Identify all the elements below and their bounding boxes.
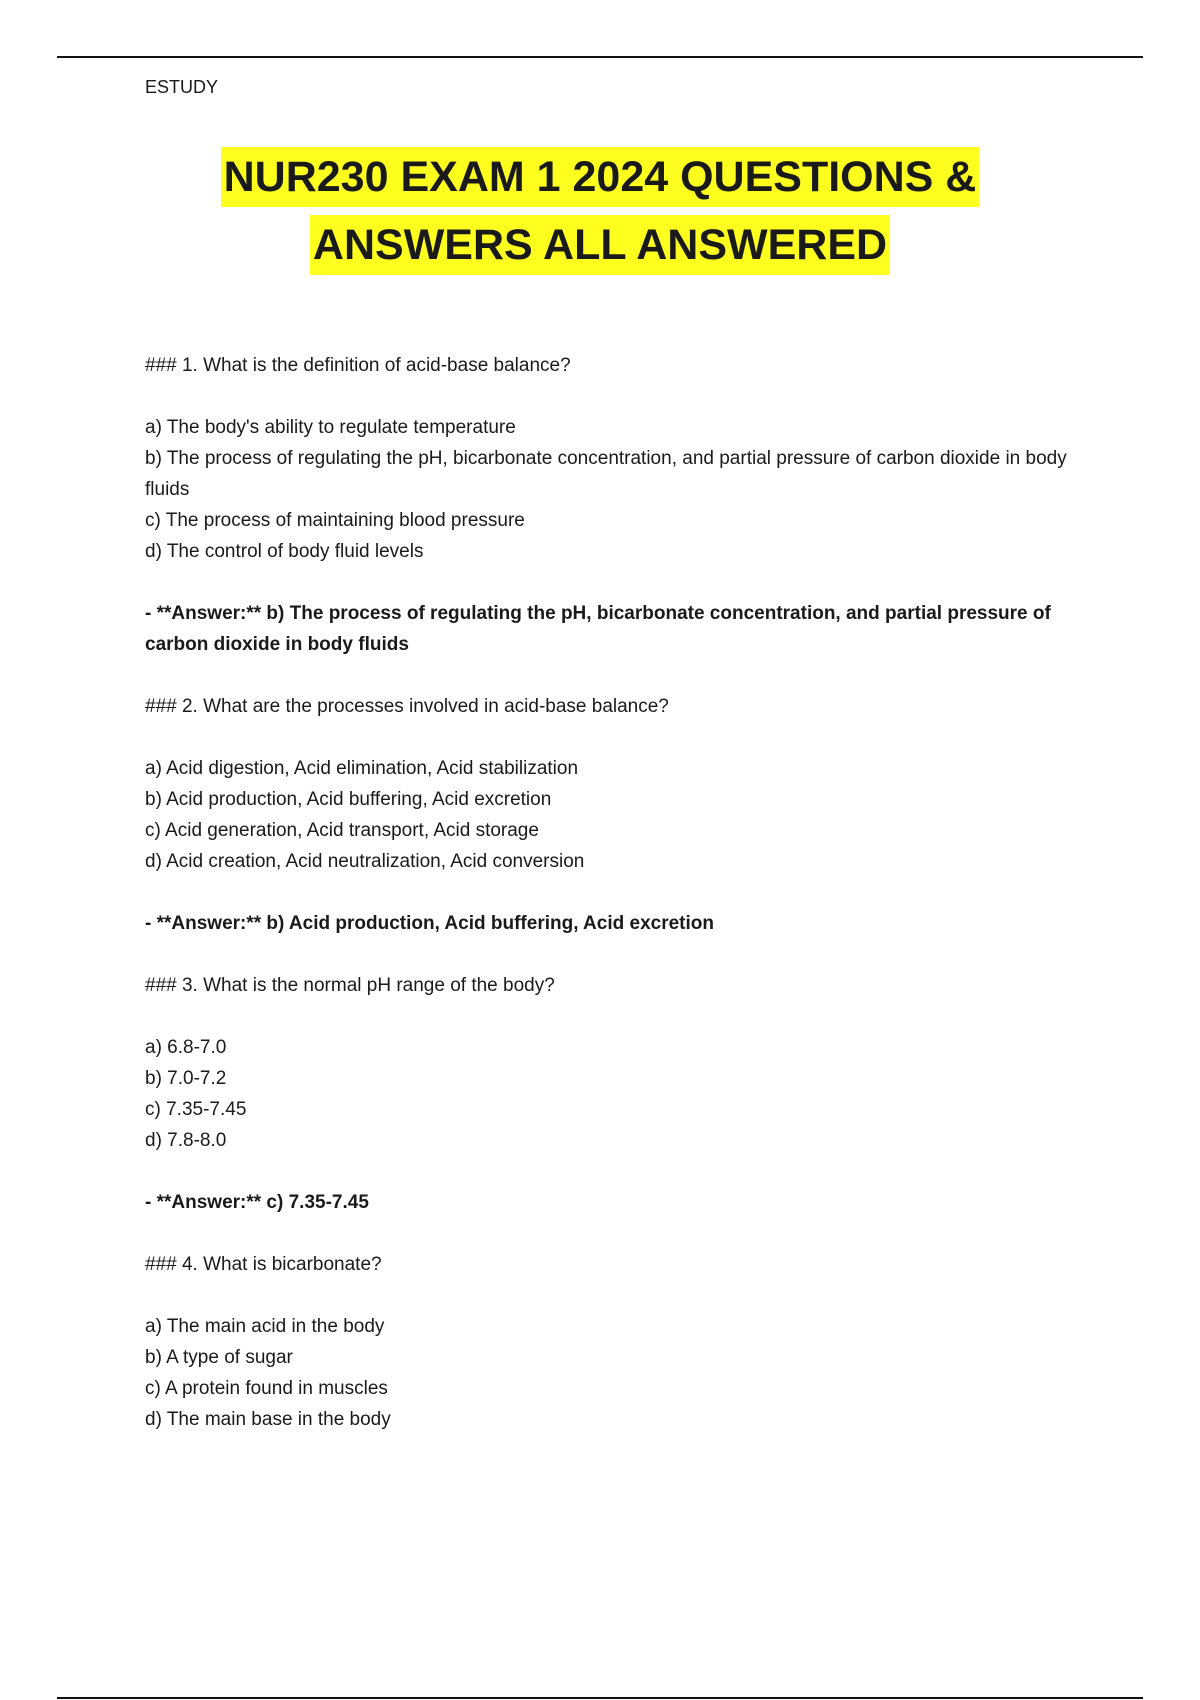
question-block bbox=[145, 350, 1095, 660]
bottom-rule bbox=[57, 1697, 1143, 1699]
questions-list bbox=[145, 350, 1095, 1466]
option-item: a) 6.8-7.0 bbox=[145, 1037, 227, 1058]
option-item: a) The main acid in the body bbox=[145, 1316, 385, 1337]
answer-text: - **Answer:** b) Acid production, Acid buffering, Acid excretion bbox=[145, 913, 714, 934]
question-block bbox=[145, 691, 1095, 939]
option-item: a) Acid digestion, Acid elimination, Acid stabilization bbox=[145, 758, 579, 779]
option-item: c) 7.35-7.45 bbox=[145, 1099, 247, 1120]
option-item: b) The process of regulating the pH, bicarbonate concentration, and partial pressure of carbon dioxide in body fluids bbox=[145, 448, 1067, 500]
option-item: b) Acid production, Acid buffering, Acid excretion bbox=[145, 789, 552, 810]
option-item: b) A type of sugar bbox=[145, 1347, 293, 1368]
option-list bbox=[145, 753, 1095, 877]
answer-text: - **Answer:** c) 7.35-7.45 bbox=[145, 1192, 369, 1213]
option-list bbox=[145, 412, 1095, 567]
question-text: ### 2. What are the processes involved in acid-base balance? bbox=[145, 696, 669, 717]
option-list bbox=[145, 1311, 1095, 1435]
question-text: ### 1. What is the definition of acid-base balance? bbox=[145, 355, 571, 376]
option-item: c) Acid generation, Acid transport, Acid storage bbox=[145, 820, 539, 841]
question-block bbox=[145, 970, 1095, 1218]
option-item: c) The process of maintaining blood pressure bbox=[145, 510, 525, 531]
question-block bbox=[145, 1249, 1095, 1435]
title-line-1: NUR230 EXAM 1 2024 QUESTIONS & bbox=[221, 147, 980, 207]
option-item: d) Acid creation, Acid neutralization, Acid conversion bbox=[145, 851, 585, 872]
option-item: b) 7.0-7.2 bbox=[145, 1068, 227, 1089]
option-item: d) The main base in the body bbox=[145, 1409, 391, 1430]
option-item: d) The control of body fluid levels bbox=[145, 541, 424, 562]
option-item: c) A protein found in muscles bbox=[145, 1378, 388, 1399]
title-line-2: ANSWERS ALL ANSWERED bbox=[310, 215, 890, 275]
top-rule bbox=[57, 56, 1143, 58]
page-header: ESTUDY bbox=[145, 77, 219, 97]
answer-text: - **Answer:** b) The process of regulating the pH, bicarbonate concentration, and partial pressure of carbon dioxide in body fluids bbox=[145, 603, 1051, 655]
document-title bbox=[0, 143, 1200, 279]
option-item: d) 7.8-8.0 bbox=[145, 1130, 227, 1151]
option-list bbox=[145, 1032, 1095, 1156]
question-text: ### 3. What is the normal pH range of the body? bbox=[145, 975, 555, 996]
question-text: ### 4. What is bicarbonate? bbox=[145, 1254, 382, 1275]
option-item: a) The body's ability to regulate temperature bbox=[145, 417, 516, 438]
